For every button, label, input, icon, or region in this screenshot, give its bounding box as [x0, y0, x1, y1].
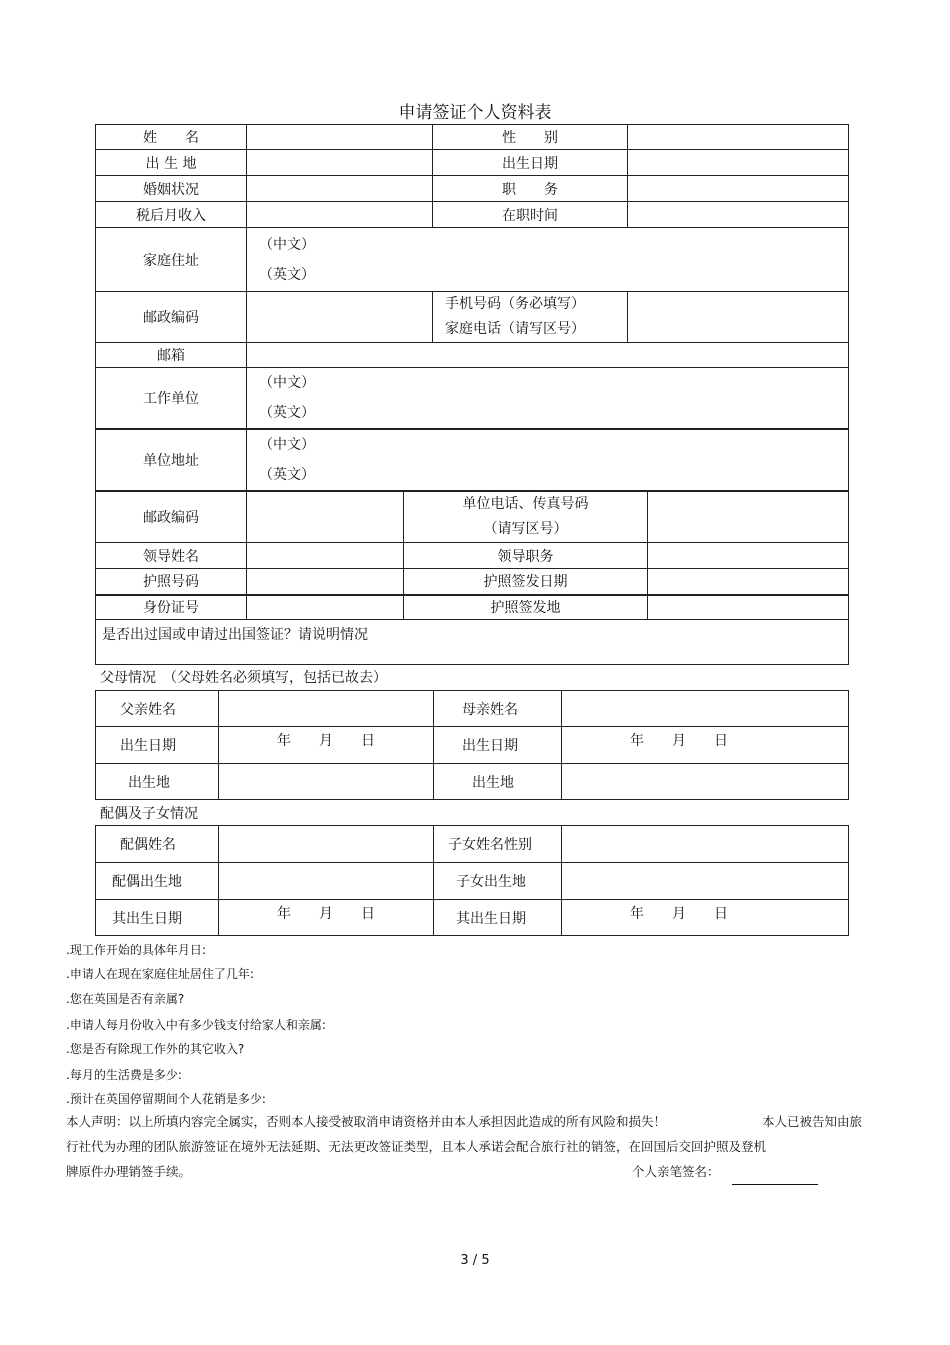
year-label: 年: [277, 905, 291, 922]
date-placeholder: [225, 903, 427, 923]
name-label: 姓 名: [96, 125, 247, 150]
child-birthdate-label: 其出生日期: [434, 900, 562, 936]
child-birthplace-label: 子女出生地: [434, 863, 562, 900]
signature-line[interactable]: [732, 1170, 818, 1185]
phone-field[interactable]: [628, 292, 849, 343]
spouse-name-label: 配偶姓名: [96, 826, 219, 863]
position-field[interactable]: [628, 176, 849, 202]
employer-address-field[interactable]: [247, 429, 849, 491]
mother-name-label: 母亲姓名: [434, 691, 562, 727]
tenure-field[interactable]: [628, 202, 849, 228]
year-label: 年: [277, 733, 291, 749]
employer-address-label: 单位地址: [96, 429, 247, 491]
id-label: 身份证号: [96, 595, 247, 620]
gender-label: 性 别: [433, 125, 628, 150]
parents-table: [95, 690, 849, 800]
passport-date-field[interactable]: [648, 569, 849, 595]
passport-no-label: 护照号码: [96, 569, 247, 595]
office-phone-labels: [404, 491, 648, 543]
child-birthplace-field[interactable]: [562, 863, 849, 900]
tenure-label: 在职时间: [433, 202, 628, 228]
gender-field[interactable]: [628, 125, 849, 150]
mother-birthplace-field[interactable]: [562, 764, 849, 800]
father-birthdate-label: 出生日期: [96, 727, 219, 764]
declaration-line-2: 行社代为办理的团队旅游签证在境外无法延期、无法更改签证类型，且本人承诺会配合旅行社的销签，在回国后交回护照及登机: [66, 1139, 767, 1154]
day-label: 日: [361, 905, 375, 922]
home-phone-label: 家庭电话（请写区号）: [445, 321, 585, 337]
spouse-heading: 配偶及子女情况: [100, 806, 198, 822]
spouse-birthdate-field[interactable]: [219, 900, 434, 936]
name-field[interactable]: [247, 125, 433, 150]
mother-birthplace-label: 出生地: [434, 764, 562, 800]
chinese-tag: （中文）: [259, 437, 315, 453]
parents-heading: 父母情况 （父母姓名必须填写，包括已故去）: [100, 670, 387, 686]
travel-history-field[interactable]: [96, 620, 849, 665]
spouse-birthdate-label: 其出生日期: [96, 900, 219, 936]
home-address-field[interactable]: [247, 228, 849, 292]
travel-history-label: 是否出过国或申请过出国签证？请说明情况: [102, 627, 368, 643]
day-label: 日: [714, 733, 728, 749]
mobile-label: 手机号码（务必填写）: [445, 296, 585, 312]
year-label: 年: [630, 905, 644, 922]
declaration-text-3: 牌原件办理销签手续。: [66, 1164, 192, 1179]
marital-field[interactable]: [247, 176, 433, 202]
postcode-label: 邮政编码: [96, 292, 247, 343]
marital-label: 婚姻状况: [96, 176, 247, 202]
father-name-field[interactable]: [219, 691, 434, 727]
spouse-birthplace-field[interactable]: [219, 863, 434, 900]
chinese-tag: （中文）: [259, 375, 315, 391]
english-tag: （英文）: [259, 467, 315, 483]
declaration-line-3: [66, 1159, 876, 1185]
father-birthplace-field[interactable]: [219, 764, 434, 800]
passport-place-label: 护照签发地: [404, 595, 648, 620]
postcode2-label: 邮政编码: [96, 491, 247, 543]
postcode-field[interactable]: [247, 292, 433, 343]
mother-birthdate-field[interactable]: [562, 727, 849, 764]
office-phone-field[interactable]: [648, 491, 849, 543]
month-label: 月: [319, 733, 333, 749]
page-title: 申请签证个人资料表: [398, 103, 552, 123]
month-label: 月: [319, 905, 333, 922]
spouse-birthplace-label: 配偶出生地: [96, 863, 219, 900]
work-info-table: [95, 490, 849, 665]
passport-no-field[interactable]: [247, 569, 404, 595]
father-birthdate-field[interactable]: [219, 727, 434, 764]
email-label: 邮箱: [96, 343, 247, 368]
day-label: 日: [361, 733, 375, 749]
birthdate-label: 出生日期: [433, 150, 628, 176]
signature-area: [632, 1159, 818, 1185]
question-spending: .预计在英国停留期间个人花销是多少:: [66, 1092, 266, 1106]
office-phone-label: 单位电话、传真号码: [462, 496, 589, 512]
father-name-label: 父亲姓名: [96, 691, 219, 727]
child-name-gender-field[interactable]: [562, 826, 849, 863]
birthplace-field[interactable]: [247, 150, 433, 176]
id-field[interactable]: [247, 595, 404, 620]
date-placeholder: [225, 730, 427, 750]
passport-date-label: 护照签发日期: [404, 569, 648, 595]
spouse-table: [95, 825, 849, 936]
email-field[interactable]: [247, 343, 849, 368]
page-number: 3 / 5: [460, 1253, 490, 1268]
declaration-text-1: 本人声明：以上所填内容完全属实，否则本人接受被取消申请资格并由本人承担因此造成的所有风险和损失！: [66, 1114, 667, 1129]
declaration-text-1-tail: 本人已被告知由旅: [762, 1114, 863, 1129]
month-label: 月: [672, 905, 686, 922]
father-birthplace-label: 出生地: [96, 764, 219, 800]
position-label: 职 务: [433, 176, 628, 202]
question-relatives-uk: .您在英国是否有亲属?: [66, 992, 185, 1006]
mother-birthdate-label: 出生日期: [434, 727, 562, 764]
passport-place-field[interactable]: [648, 595, 849, 620]
question-years-at-address: .申请人在现在家庭住址居住了几年:: [66, 967, 254, 981]
leader-name-field[interactable]: [247, 543, 404, 569]
income-label: 税后月收入: [96, 202, 247, 228]
month-label: 月: [672, 733, 686, 749]
employer-field[interactable]: [247, 368, 849, 430]
spouse-name-field[interactable]: [219, 826, 434, 863]
phone-labels: [433, 292, 628, 343]
day-label: 日: [714, 905, 728, 922]
mother-name-field[interactable]: [562, 691, 849, 727]
personal-info-table: [95, 124, 849, 491]
chinese-tag: （中文）: [259, 236, 315, 253]
question-other-income: .您是否有除现工作外的其它收入?: [66, 1042, 245, 1056]
area-code-note: （请写区号）: [483, 521, 568, 537]
question-living-cost: .每月的生活费是多少:: [66, 1068, 182, 1082]
child-name-gender-label: 子女姓名性别: [434, 826, 562, 863]
question-work-start: .现工作开始的具体年月日:: [66, 943, 206, 957]
birthplace-label: 出 生 地: [96, 150, 247, 176]
date-placeholder: [568, 903, 842, 923]
employer-label: 工作单位: [96, 368, 247, 430]
question-support-family: .申请人每月份收入中有多少钱支付给家人和亲属:: [66, 1018, 326, 1032]
postcode2-field[interactable]: [247, 491, 404, 543]
declaration-line-1: [66, 1109, 876, 1135]
english-tag: （英文）: [259, 266, 315, 283]
birthdate-field[interactable]: [628, 150, 849, 176]
leader-name-label: 领导姓名: [96, 543, 247, 569]
english-tag: （英文）: [259, 405, 315, 421]
year-label: 年: [630, 733, 644, 749]
income-field[interactable]: [247, 202, 433, 228]
signature-label: 个人亲笔签名：: [632, 1164, 720, 1179]
date-placeholder: [568, 730, 842, 750]
leader-title-field[interactable]: [648, 543, 849, 569]
child-birthdate-field[interactable]: [562, 900, 849, 936]
home-address-label: 家庭住址: [96, 228, 247, 292]
leader-title-label: 领导职务: [404, 543, 648, 569]
